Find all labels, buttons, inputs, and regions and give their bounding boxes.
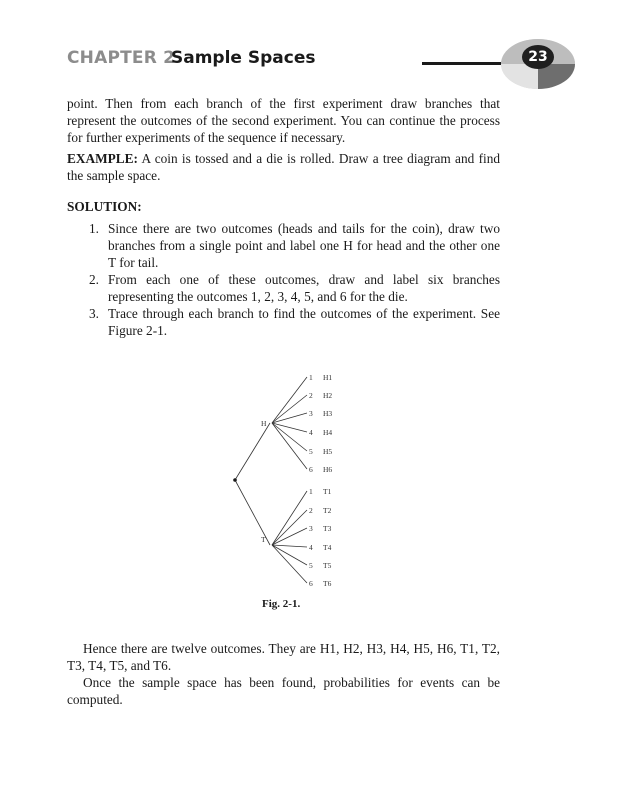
example-paragraph [67,150,500,184]
die-label: 3 [309,524,313,533]
branch-root-h [235,423,270,480]
page-number: 23 [528,49,548,65]
outcome-label: T6 [323,579,332,588]
tree-branches [235,377,307,583]
outcome-label: T3 [323,524,332,533]
conclusion-paragraph: Hence there are twelve outcomes. They are H1, H2, H3, H4, H5, H6, T1, T2, T3, T4, T5, and T6. [67,641,500,673]
chapter-title: Sample Spaces [171,48,316,68]
solution-step: 1. Since there are two outcomes (heads and tails for the coin), draw two branches from a single point and label one H for head and the other one T for tail. [89,221,500,270]
closing-paragraph: Once the sample space has been found, probabilities for events can be computed. [67,675,500,707]
die-label: 4 [309,543,313,552]
outcome-label: T1 [323,487,332,496]
die-label: 2 [309,506,313,515]
branch-h-1 [272,377,307,423]
example-label: EXAMPLE: [67,151,138,166]
die-label: 5 [309,447,313,456]
die-label: 1 [309,487,313,496]
example-text: A coin is tossed and a die is rolled. Draw a tree diagram and find the sample space. [67,151,500,183]
branch-t-4 [272,545,307,547]
branch-t-5 [272,545,307,565]
figure-caption: Fig. 2-1. [262,598,301,610]
branch-h-2 [272,395,307,423]
solution-step: 3. Trace through each branch to find the outcomes of the experiment. See Figure 2-1. [89,306,500,338]
intro-paragraph: point. Then from each branch of the first experiment draw branches that represent the outcomes of the second experiment. You can continue the process for further experiments of the sequence if necessary. [67,96,500,145]
tree-diagram [225,365,355,595]
die-label: 5 [309,561,313,570]
outcome-label: H1 [323,373,333,382]
outcome-label: H2 [323,391,333,400]
outcome-label: T5 [323,561,332,570]
outcome-label: T4 [323,543,332,552]
coin-label-t: T [261,535,266,544]
root-node [233,478,237,482]
outcome-label: H5 [323,447,333,456]
outcome-label: H6 [323,465,333,474]
outcome-label: H4 [323,428,333,437]
outcome-label: T2 [323,506,332,515]
solution-step: 2. From each one of these outcomes, draw and label six branches representing the outcomes 1, 2, 3, 4, 5, and 6 for the die. [89,272,500,304]
outcome-label: H3 [323,409,333,418]
branch-h-6 [272,423,307,469]
branch-h-3 [272,413,307,423]
chapter-label: CHAPTER 2 [67,48,176,68]
branch-t-2 [272,510,307,545]
solution-heading: SOLUTION: [67,199,142,214]
die-label: 3 [309,409,313,418]
die-label: 6 [309,579,313,588]
coin-label-h: H [261,419,267,428]
die-label: 1 [309,373,313,382]
die-label: 4 [309,428,313,437]
solution-steps [67,220,500,339]
running-header [67,46,587,86]
die-label: 2 [309,391,313,400]
branch-t-6 [272,545,307,583]
die-label: 6 [309,465,313,474]
